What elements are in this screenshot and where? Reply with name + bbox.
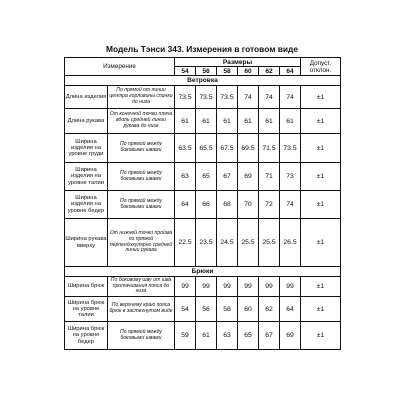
size-value: 99 bbox=[259, 277, 280, 297]
size-value: 56 bbox=[196, 297, 217, 322]
measurement-description: По боковому шву от шва притачивания пояса до низа bbox=[108, 277, 175, 297]
tolerance-value: ±1 bbox=[301, 109, 341, 134]
measurement-name: Длина изделия bbox=[65, 86, 108, 109]
tolerance-value: ±1 bbox=[301, 277, 341, 297]
size-value: 99 bbox=[175, 277, 196, 297]
size-value: 24.5 bbox=[217, 219, 238, 267]
size-value: 63.5 bbox=[175, 134, 196, 163]
size-value: 61 bbox=[196, 109, 217, 134]
tolerance-value: ±1 bbox=[301, 322, 341, 350]
size-value: 73.5 bbox=[175, 86, 196, 109]
size-value: 73.5 bbox=[196, 86, 217, 109]
size-header: 64 bbox=[280, 67, 301, 76]
size-value: 70 bbox=[238, 191, 259, 219]
size-value: 59 bbox=[175, 322, 196, 350]
size-value: 66 bbox=[196, 191, 217, 219]
section-label: Ветровка bbox=[65, 76, 341, 86]
tolerance-value: ±1 bbox=[301, 219, 341, 267]
size-value: 26.5 bbox=[280, 219, 301, 267]
table-row bbox=[65, 109, 341, 134]
size-header: 60 bbox=[238, 67, 259, 76]
table-row bbox=[65, 322, 341, 350]
measurements-table bbox=[64, 57, 341, 350]
table-row bbox=[65, 163, 341, 191]
size-value: 74 bbox=[238, 86, 259, 109]
tolerance-value: ±1 bbox=[301, 86, 341, 109]
table-row bbox=[65, 191, 341, 219]
measurement-name: Ширина брюк на уровне бедер bbox=[65, 322, 108, 350]
size-value: 73.5 bbox=[217, 86, 238, 109]
measurement-name: Ширина изделия на уровне бедер bbox=[65, 191, 108, 219]
measurement-header: Измерение bbox=[65, 58, 175, 76]
measurements-body bbox=[65, 76, 341, 350]
size-value: 64 bbox=[280, 297, 301, 322]
table-row bbox=[65, 134, 341, 163]
size-value: 61 bbox=[217, 109, 238, 134]
size-value: 64 bbox=[175, 191, 196, 219]
size-value: 25.5 bbox=[238, 219, 259, 267]
document-title: Модель Тэнси 343. Измерения в готовом виде bbox=[105, 44, 299, 54]
tolerance-value: ±1 bbox=[301, 297, 341, 322]
size-value: 61 bbox=[196, 322, 217, 350]
size-value: 65 bbox=[196, 163, 217, 191]
measurement-name: Ширина рукава вверху bbox=[65, 219, 108, 267]
measurement-description: По прямой между боковыми швами bbox=[108, 134, 175, 163]
table-row bbox=[65, 219, 341, 267]
size-value: 25.5 bbox=[259, 219, 280, 267]
size-value: 65 bbox=[238, 322, 259, 350]
size-value: 67 bbox=[259, 322, 280, 350]
size-value: 68 bbox=[217, 191, 238, 219]
size-value: 74 bbox=[280, 86, 301, 109]
size-value: 22.5 bbox=[175, 219, 196, 267]
measurement-name: Ширина брюк на уровне талии bbox=[65, 297, 108, 322]
measurement-sheet bbox=[64, 44, 340, 350]
measurement-description: От конечной точки плеча вдоль средней линии рукава до низа bbox=[108, 109, 175, 134]
table-row bbox=[65, 277, 341, 297]
size-header: 58 bbox=[217, 67, 238, 76]
measurement-description: По прямой от линии центра горловины спинки до низа bbox=[108, 86, 175, 109]
section-row bbox=[65, 76, 341, 86]
measurement-name: Ширина изделия на уровне груди bbox=[65, 134, 108, 163]
size-value: 71.5 bbox=[259, 134, 280, 163]
size-value: 73 bbox=[280, 163, 301, 191]
size-value: 99 bbox=[217, 277, 238, 297]
size-value: 69 bbox=[238, 163, 259, 191]
size-value: 65.5 bbox=[196, 134, 217, 163]
size-value: 67 bbox=[217, 163, 238, 191]
size-header: 62 bbox=[259, 67, 280, 76]
tolerance-value: ±1 bbox=[301, 134, 341, 163]
size-value: 62 bbox=[259, 297, 280, 322]
measurement-name: Ширина брюк bbox=[65, 277, 108, 297]
measurement-description: По прямой между боковыми швами bbox=[108, 191, 175, 219]
tolerance-value: ±1 bbox=[301, 191, 341, 219]
size-value: 63 bbox=[175, 163, 196, 191]
size-header: 56 bbox=[196, 67, 217, 76]
size-value: 63 bbox=[217, 322, 238, 350]
sizes-header: Размеры bbox=[175, 58, 301, 67]
size-value: 99 bbox=[196, 277, 217, 297]
section-label: Брюки bbox=[65, 267, 341, 277]
table-row bbox=[65, 297, 341, 322]
measurement-description: По верхнему краю пояса брюк в застегнутом виде bbox=[108, 297, 175, 322]
size-value: 61 bbox=[175, 109, 196, 134]
size-value: 54 bbox=[175, 297, 196, 322]
tolerance-value: ±1 bbox=[301, 163, 341, 191]
size-header: 54 bbox=[175, 67, 196, 76]
size-value: 71 bbox=[259, 163, 280, 191]
size-value: 73.5 bbox=[280, 134, 301, 163]
size-value: 61 bbox=[280, 109, 301, 134]
measurement-description: По прямой между боковыми швами bbox=[108, 163, 175, 191]
size-value: 67.5 bbox=[217, 134, 238, 163]
size-value: 58 bbox=[217, 297, 238, 322]
size-value: 99 bbox=[280, 277, 301, 297]
size-value: 72 bbox=[259, 191, 280, 219]
measurement-name: Длина рукава bbox=[65, 109, 108, 134]
table-row bbox=[65, 86, 341, 109]
section-row bbox=[65, 267, 341, 277]
tolerance-header: Допуст. отклон. bbox=[301, 58, 341, 76]
size-value: 74 bbox=[259, 86, 280, 109]
size-value: 99 bbox=[238, 277, 259, 297]
size-value: 60 bbox=[238, 297, 259, 322]
size-value: 74 bbox=[280, 191, 301, 219]
measurement-name: Ширина изделия на уровне талии bbox=[65, 163, 108, 191]
size-value: 69.5 bbox=[238, 134, 259, 163]
size-value: 61 bbox=[238, 109, 259, 134]
size-value: 61 bbox=[259, 109, 280, 134]
size-value: 23.5 bbox=[196, 219, 217, 267]
measurement-description: От нижней точки пройма по прямой перпендикулярно средней линии рукава bbox=[108, 219, 175, 267]
measurement-description: По прямой между боковыми швами bbox=[108, 322, 175, 350]
size-value: 69 bbox=[280, 322, 301, 350]
